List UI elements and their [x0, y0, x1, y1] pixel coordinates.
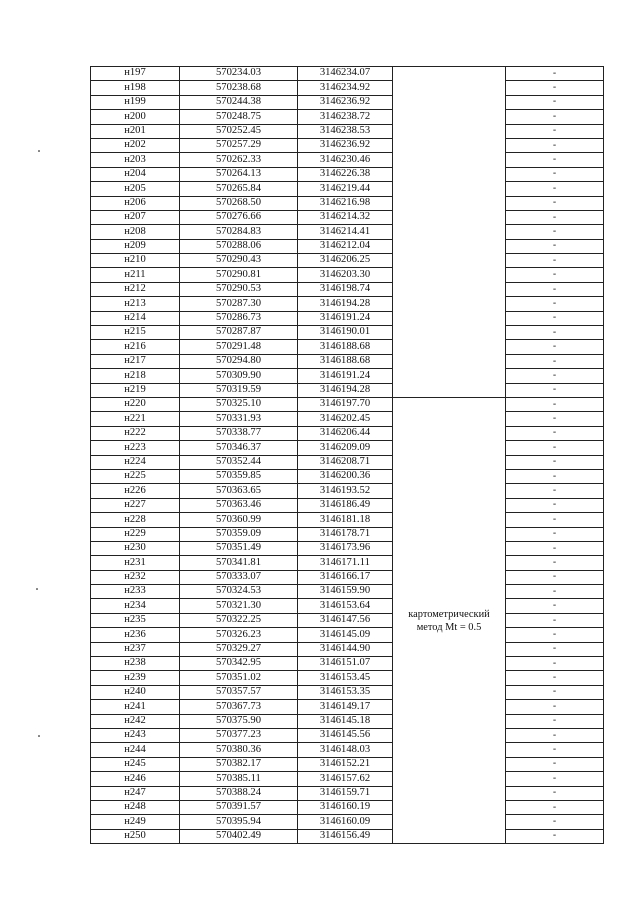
- x-coordinate-cell: 570319.59: [180, 383, 298, 397]
- empty-method-cell: [393, 326, 506, 340]
- table-row: [91, 369, 604, 383]
- x-coordinate-cell: 570385.11: [180, 772, 298, 786]
- dash-cell: -: [506, 772, 604, 786]
- x-coordinate-cell: 570238.68: [180, 81, 298, 95]
- point-id-cell: н230: [91, 541, 180, 555]
- x-coordinate-cell: 570375.90: [180, 714, 298, 728]
- y-coordinate-cell: 3146203.30: [298, 268, 393, 282]
- table-row: [91, 743, 604, 757]
- x-coordinate-cell: 570291.48: [180, 340, 298, 354]
- table-row: [91, 527, 604, 541]
- dash-cell: -: [506, 599, 604, 613]
- x-coordinate-cell: 570290.53: [180, 282, 298, 296]
- x-coordinate-cell: 570287.30: [180, 297, 298, 311]
- dash-cell: -: [506, 527, 604, 541]
- dash-cell: -: [506, 469, 604, 483]
- x-coordinate-cell: 570333.07: [180, 570, 298, 584]
- point-id-cell: н207: [91, 210, 180, 224]
- x-coordinate-cell: 570363.46: [180, 498, 298, 512]
- point-id-cell: н240: [91, 685, 180, 699]
- point-id-cell: н198: [91, 81, 180, 95]
- x-coordinate-cell: 570324.53: [180, 585, 298, 599]
- dash-cell: -: [506, 239, 604, 253]
- x-coordinate-cell: 570329.27: [180, 642, 298, 656]
- point-id-cell: н217: [91, 354, 180, 368]
- x-coordinate-cell: 570357.57: [180, 685, 298, 699]
- empty-method-cell: [393, 182, 506, 196]
- point-id-cell: н241: [91, 700, 180, 714]
- x-coordinate-cell: 570284.83: [180, 225, 298, 239]
- point-id-cell: н201: [91, 124, 180, 138]
- point-id-cell: н222: [91, 426, 180, 440]
- x-coordinate-cell: 570309.90: [180, 369, 298, 383]
- dash-cell: -: [506, 570, 604, 584]
- dash-cell: -: [506, 225, 604, 239]
- empty-method-cell: [393, 282, 506, 296]
- point-id-cell: н216: [91, 340, 180, 354]
- y-coordinate-cell: 3146145.18: [298, 714, 393, 728]
- x-coordinate-cell: 570331.93: [180, 412, 298, 426]
- point-id-cell: н238: [91, 657, 180, 671]
- y-coordinate-cell: 3146151.07: [298, 657, 393, 671]
- dash-cell: -: [506, 498, 604, 512]
- dash-cell: -: [506, 455, 604, 469]
- table-row: [91, 484, 604, 498]
- x-coordinate-cell: 570352.44: [180, 455, 298, 469]
- table-row: [91, 599, 604, 613]
- x-coordinate-cell: 570342.95: [180, 657, 298, 671]
- point-id-cell: н221: [91, 412, 180, 426]
- table-row: [91, 138, 604, 152]
- dash-cell: -: [506, 110, 604, 124]
- y-coordinate-cell: 3146152.21: [298, 757, 393, 771]
- y-coordinate-cell: 3146236.92: [298, 138, 393, 152]
- x-coordinate-cell: 570276.66: [180, 210, 298, 224]
- y-coordinate-cell: 3146147.56: [298, 613, 393, 627]
- dash-cell: -: [506, 728, 604, 742]
- dash-cell: -: [506, 800, 604, 814]
- dash-cell: -: [506, 369, 604, 383]
- y-coordinate-cell: 3146148.03: [298, 743, 393, 757]
- y-coordinate-cell: 3146191.24: [298, 369, 393, 383]
- x-coordinate-cell: 570322.25: [180, 613, 298, 627]
- dash-cell: -: [506, 311, 604, 325]
- point-id-cell: н245: [91, 757, 180, 771]
- table-row: [91, 657, 604, 671]
- point-id-cell: н202: [91, 138, 180, 152]
- empty-method-cell: [393, 268, 506, 282]
- dash-cell: -: [506, 124, 604, 138]
- point-id-cell: н200: [91, 110, 180, 124]
- dash-cell: -: [506, 541, 604, 555]
- dash-cell: -: [506, 513, 604, 527]
- y-coordinate-cell: 3146166.17: [298, 570, 393, 584]
- table-row: [91, 815, 604, 829]
- dash-cell: -: [506, 138, 604, 152]
- scan-speck: [38, 735, 40, 737]
- point-id-cell: н226: [91, 484, 180, 498]
- scan-speck: [38, 150, 40, 152]
- table-row: [91, 210, 604, 224]
- y-coordinate-cell: 3146160.19: [298, 800, 393, 814]
- dash-cell: -: [506, 484, 604, 498]
- point-id-cell: н219: [91, 383, 180, 397]
- point-id-cell: н234: [91, 599, 180, 613]
- point-id-cell: н233: [91, 585, 180, 599]
- y-coordinate-cell: 3146188.68: [298, 354, 393, 368]
- x-coordinate-cell: 570264.13: [180, 167, 298, 181]
- table-row: [91, 340, 604, 354]
- y-coordinate-cell: 3146198.74: [298, 282, 393, 296]
- point-id-cell: н239: [91, 671, 180, 685]
- table-row: [91, 714, 604, 728]
- empty-method-cell: [393, 383, 506, 397]
- table-row: [91, 585, 604, 599]
- table-row: [91, 196, 604, 210]
- x-coordinate-cell: 570346.37: [180, 441, 298, 455]
- y-coordinate-cell: 3146212.04: [298, 239, 393, 253]
- empty-method-cell: [393, 124, 506, 138]
- table-row: [91, 800, 604, 814]
- table-row: [91, 239, 604, 253]
- empty-method-cell: [393, 138, 506, 152]
- dash-cell: -: [506, 556, 604, 570]
- point-id-cell: н205: [91, 182, 180, 196]
- dash-cell: -: [506, 441, 604, 455]
- table-row: [91, 628, 604, 642]
- x-coordinate-cell: 570395.94: [180, 815, 298, 829]
- y-coordinate-cell: 3146160.09: [298, 815, 393, 829]
- dash-cell: -: [506, 685, 604, 699]
- point-id-cell: н232: [91, 570, 180, 584]
- y-coordinate-cell: 3146197.70: [298, 397, 393, 411]
- table-row: [91, 671, 604, 685]
- table-row: [91, 254, 604, 268]
- dash-cell: -: [506, 671, 604, 685]
- x-coordinate-cell: 570341.81: [180, 556, 298, 570]
- table-row: [91, 455, 604, 469]
- table-row: [91, 728, 604, 742]
- table-row: [91, 541, 604, 555]
- x-coordinate-cell: 570287.87: [180, 326, 298, 340]
- scan-speck: [36, 588, 38, 590]
- point-id-cell: н204: [91, 167, 180, 181]
- table-row: [91, 95, 604, 109]
- empty-method-cell: [393, 239, 506, 253]
- y-coordinate-cell: 3146171.11: [298, 556, 393, 570]
- y-coordinate-cell: 3146208.71: [298, 455, 393, 469]
- y-coordinate-cell: 3146144.90: [298, 642, 393, 656]
- dash-cell: -: [506, 67, 604, 81]
- y-coordinate-cell: 3146209.09: [298, 441, 393, 455]
- method-cell: картометрический метод Mt = 0.5: [393, 397, 506, 843]
- dash-cell: -: [506, 340, 604, 354]
- table-row: [91, 498, 604, 512]
- x-coordinate-cell: 570244.38: [180, 95, 298, 109]
- empty-method-cell: [393, 110, 506, 124]
- x-coordinate-cell: 570288.06: [180, 239, 298, 253]
- x-coordinate-cell: 570402.49: [180, 829, 298, 843]
- table-row: [91, 81, 604, 95]
- table-row: [91, 513, 604, 527]
- table-row: [91, 829, 604, 843]
- dash-cell: -: [506, 815, 604, 829]
- empty-method-cell: [393, 210, 506, 224]
- empty-method-cell: [393, 81, 506, 95]
- dash-cell: -: [506, 153, 604, 167]
- dash-cell: -: [506, 282, 604, 296]
- table-row: [91, 570, 604, 584]
- table-row: [91, 167, 604, 181]
- x-coordinate-cell: 570351.02: [180, 671, 298, 685]
- point-id-cell: н203: [91, 153, 180, 167]
- table-row: [91, 225, 604, 239]
- empty-method-cell: [393, 196, 506, 210]
- y-coordinate-cell: 3146149.17: [298, 700, 393, 714]
- y-coordinate-cell: 3146230.46: [298, 153, 393, 167]
- y-coordinate-cell: 3146188.68: [298, 340, 393, 354]
- dash-cell: -: [506, 81, 604, 95]
- table-row: [91, 613, 604, 627]
- point-id-cell: н244: [91, 743, 180, 757]
- dash-cell: -: [506, 613, 604, 627]
- x-coordinate-cell: 570351.49: [180, 541, 298, 555]
- y-coordinate-cell: 3146194.28: [298, 297, 393, 311]
- y-coordinate-cell: 3146156.49: [298, 829, 393, 843]
- empty-method-cell: [393, 369, 506, 383]
- point-id-cell: н213: [91, 297, 180, 311]
- point-id-cell: н243: [91, 728, 180, 742]
- y-coordinate-cell: 3146178.71: [298, 527, 393, 541]
- point-id-cell: н206: [91, 196, 180, 210]
- dash-cell: -: [506, 757, 604, 771]
- y-coordinate-cell: 3146190.01: [298, 326, 393, 340]
- dash-cell: -: [506, 268, 604, 282]
- point-id-cell: н214: [91, 311, 180, 325]
- x-coordinate-cell: 570359.09: [180, 527, 298, 541]
- y-coordinate-cell: 3146145.09: [298, 628, 393, 642]
- y-coordinate-cell: 3146226.38: [298, 167, 393, 181]
- point-id-cell: н231: [91, 556, 180, 570]
- y-coordinate-cell: 3146216.98: [298, 196, 393, 210]
- table-row: [91, 297, 604, 311]
- y-coordinate-cell: 3146181.18: [298, 513, 393, 527]
- empty-method-cell: [393, 95, 506, 109]
- empty-method-cell: [393, 340, 506, 354]
- dash-cell: -: [506, 628, 604, 642]
- y-coordinate-cell: 3146153.45: [298, 671, 393, 685]
- y-coordinate-cell: 3146234.92: [298, 81, 393, 95]
- x-coordinate-cell: 570321.30: [180, 599, 298, 613]
- dash-cell: -: [506, 383, 604, 397]
- x-coordinate-cell: 570248.75: [180, 110, 298, 124]
- y-coordinate-cell: 3146238.53: [298, 124, 393, 138]
- y-coordinate-cell: 3146200.36: [298, 469, 393, 483]
- dash-cell: -: [506, 642, 604, 656]
- y-coordinate-cell: 3146219.44: [298, 182, 393, 196]
- x-coordinate-cell: 570252.45: [180, 124, 298, 138]
- point-id-cell: н227: [91, 498, 180, 512]
- point-id-cell: н224: [91, 455, 180, 469]
- table-row: [91, 124, 604, 138]
- point-id-cell: н215: [91, 326, 180, 340]
- dash-cell: -: [506, 326, 604, 340]
- y-coordinate-cell: 3146214.32: [298, 210, 393, 224]
- y-coordinate-cell: 3146193.52: [298, 484, 393, 498]
- x-coordinate-cell: 570391.57: [180, 800, 298, 814]
- point-id-cell: н248: [91, 800, 180, 814]
- table-row: [91, 441, 604, 455]
- x-coordinate-cell: 570367.73: [180, 700, 298, 714]
- empty-method-cell: [393, 225, 506, 239]
- x-coordinate-cell: 570265.84: [180, 182, 298, 196]
- dash-cell: -: [506, 743, 604, 757]
- point-id-cell: н211: [91, 268, 180, 282]
- y-coordinate-cell: 3146191.24: [298, 311, 393, 325]
- dash-cell: -: [506, 714, 604, 728]
- y-coordinate-cell: 3146159.90: [298, 585, 393, 599]
- empty-method-cell: [393, 354, 506, 368]
- point-id-cell: н247: [91, 786, 180, 800]
- empty-method-cell: [393, 153, 506, 167]
- table-row: [91, 642, 604, 656]
- point-id-cell: н218: [91, 369, 180, 383]
- dash-cell: -: [506, 254, 604, 268]
- x-coordinate-cell: 570294.80: [180, 354, 298, 368]
- x-coordinate-cell: 570338.77: [180, 426, 298, 440]
- point-id-cell: н225: [91, 469, 180, 483]
- coordinates-table: [90, 66, 604, 844]
- dash-cell: -: [506, 196, 604, 210]
- dash-cell: -: [506, 412, 604, 426]
- y-coordinate-cell: 3146214.41: [298, 225, 393, 239]
- coordinates-table-body: [91, 67, 604, 844]
- point-id-cell: н250: [91, 829, 180, 843]
- point-id-cell: н212: [91, 282, 180, 296]
- y-coordinate-cell: 3146173.96: [298, 541, 393, 555]
- point-id-cell: н235: [91, 613, 180, 627]
- x-coordinate-cell: 570268.50: [180, 196, 298, 210]
- y-coordinate-cell: 3146145.56: [298, 728, 393, 742]
- x-coordinate-cell: 570359.85: [180, 469, 298, 483]
- dash-cell: -: [506, 657, 604, 671]
- empty-method-cell: [393, 254, 506, 268]
- point-id-cell: н228: [91, 513, 180, 527]
- table-row: [91, 383, 604, 397]
- dash-cell: -: [506, 95, 604, 109]
- table-row: [91, 282, 604, 296]
- y-coordinate-cell: 3146194.28: [298, 383, 393, 397]
- table-row: [91, 110, 604, 124]
- point-id-cell: н208: [91, 225, 180, 239]
- point-id-cell: н220: [91, 397, 180, 411]
- y-coordinate-cell: 3146157.62: [298, 772, 393, 786]
- point-id-cell: н236: [91, 628, 180, 642]
- empty-method-cell: [393, 311, 506, 325]
- dash-cell: -: [506, 700, 604, 714]
- y-coordinate-cell: 3146153.35: [298, 685, 393, 699]
- table-row: [91, 772, 604, 786]
- dash-cell: -: [506, 167, 604, 181]
- table-row: [91, 556, 604, 570]
- x-coordinate-cell: 570377.23: [180, 728, 298, 742]
- empty-method-cell: [393, 67, 506, 81]
- y-coordinate-cell: 3146236.92: [298, 95, 393, 109]
- point-id-cell: н210: [91, 254, 180, 268]
- dash-cell: -: [506, 210, 604, 224]
- point-id-cell: н197: [91, 67, 180, 81]
- x-coordinate-cell: 570257.29: [180, 138, 298, 152]
- point-id-cell: н249: [91, 815, 180, 829]
- dash-cell: -: [506, 397, 604, 411]
- dash-cell: -: [506, 182, 604, 196]
- x-coordinate-cell: 570262.33: [180, 153, 298, 167]
- x-coordinate-cell: 570360.99: [180, 513, 298, 527]
- y-coordinate-cell: 3146234.07: [298, 67, 393, 81]
- dash-cell: -: [506, 585, 604, 599]
- table-row: [91, 153, 604, 167]
- y-coordinate-cell: 3146206.44: [298, 426, 393, 440]
- y-coordinate-cell: 3146186.49: [298, 498, 393, 512]
- y-coordinate-cell: 3146159.71: [298, 786, 393, 800]
- point-id-cell: н246: [91, 772, 180, 786]
- point-id-cell: н199: [91, 95, 180, 109]
- x-coordinate-cell: 570388.24: [180, 786, 298, 800]
- table-row: [91, 354, 604, 368]
- y-coordinate-cell: 3146153.64: [298, 599, 393, 613]
- point-id-cell: н209: [91, 239, 180, 253]
- x-coordinate-cell: 570363.65: [180, 484, 298, 498]
- x-coordinate-cell: 570234.03: [180, 67, 298, 81]
- x-coordinate-cell: 570290.81: [180, 268, 298, 282]
- table-row: [91, 326, 604, 340]
- table-row: [91, 700, 604, 714]
- table-row: [91, 67, 604, 81]
- table-row: [91, 426, 604, 440]
- dash-cell: -: [506, 829, 604, 843]
- point-id-cell: н242: [91, 714, 180, 728]
- x-coordinate-cell: 570325.10: [180, 397, 298, 411]
- y-coordinate-cell: 3146238.72: [298, 110, 393, 124]
- x-coordinate-cell: 570286.73: [180, 311, 298, 325]
- dash-cell: -: [506, 426, 604, 440]
- y-coordinate-cell: 3146202.45: [298, 412, 393, 426]
- table-row: [91, 685, 604, 699]
- dash-cell: -: [506, 354, 604, 368]
- dash-cell: -: [506, 786, 604, 800]
- point-id-cell: н237: [91, 642, 180, 656]
- table-row: [91, 311, 604, 325]
- x-coordinate-cell: 570290.43: [180, 254, 298, 268]
- x-coordinate-cell: 570326.23: [180, 628, 298, 642]
- table-row: [91, 397, 604, 411]
- table-row: [91, 268, 604, 282]
- point-id-cell: н229: [91, 527, 180, 541]
- empty-method-cell: [393, 297, 506, 311]
- table-row: [91, 786, 604, 800]
- empty-method-cell: [393, 167, 506, 181]
- y-coordinate-cell: 3146206.25: [298, 254, 393, 268]
- x-coordinate-cell: 570380.36: [180, 743, 298, 757]
- table-row: [91, 182, 604, 196]
- dash-cell: -: [506, 297, 604, 311]
- table-row: [91, 469, 604, 483]
- table-row: [91, 757, 604, 771]
- point-id-cell: н223: [91, 441, 180, 455]
- x-coordinate-cell: 570382.17: [180, 757, 298, 771]
- table-row: [91, 412, 604, 426]
